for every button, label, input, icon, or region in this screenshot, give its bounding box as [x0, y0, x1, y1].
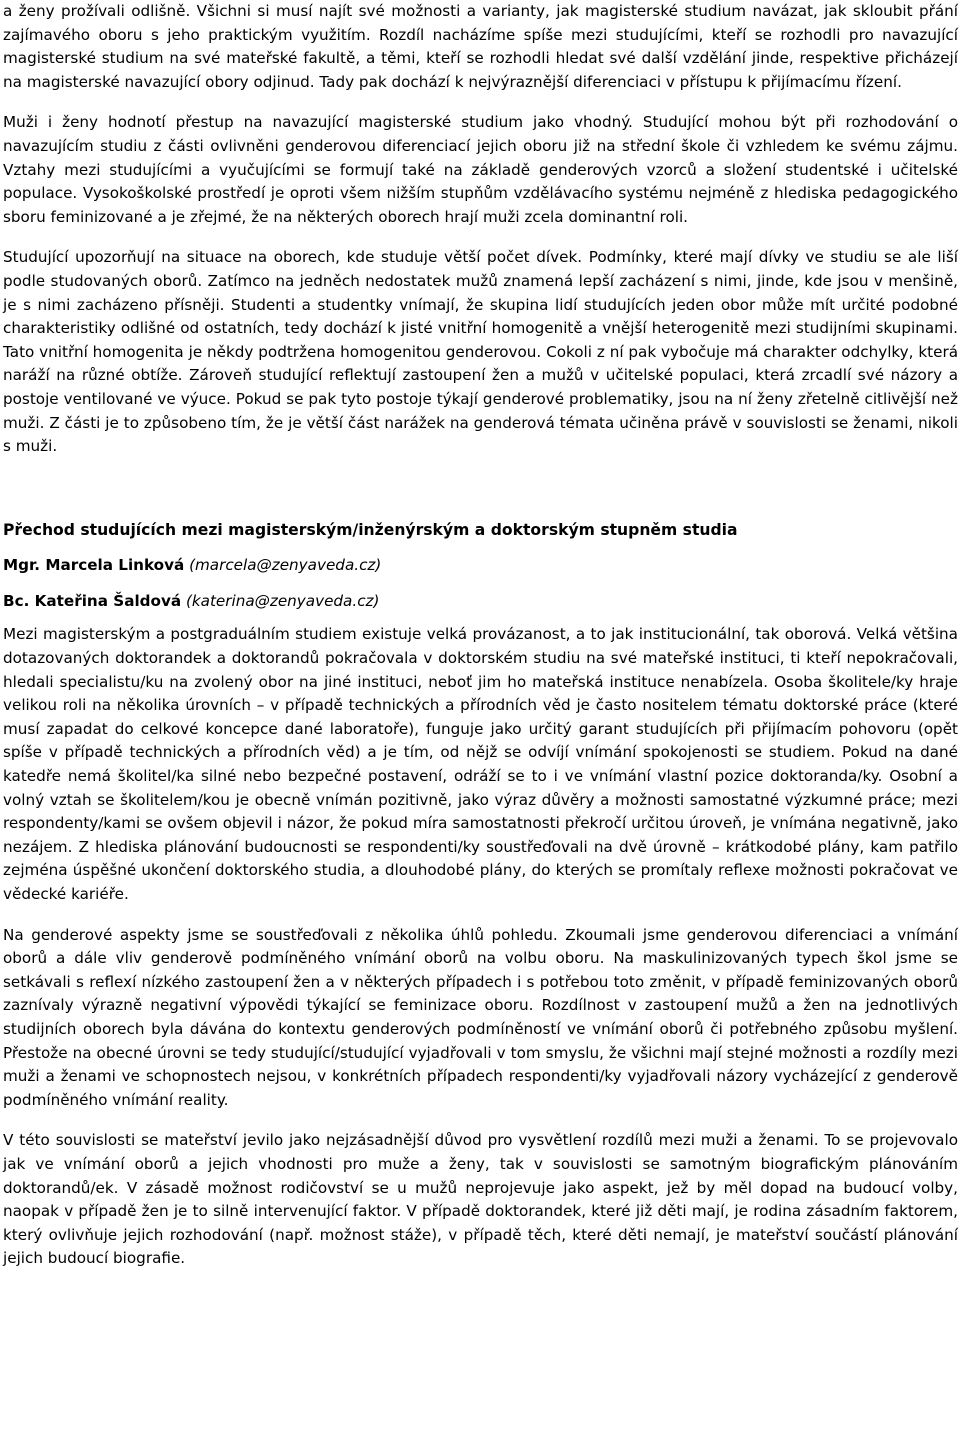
- document-page: [3, 0, 958, 1271]
- author-line: [3, 590, 958, 614]
- author-line: [3, 554, 958, 578]
- paragraph-transfer-evaluation: Muži i ženy hodnotí přestup na navazující magisterské studium jako vhodný. Studující mohou být při rozhodování o navazujícím studiu z části ovlivněni genderovou diferenciací jejich oboru již na střední škole či vzhledem ke svému zájmu. Vztahy mezi studujícími a vyučujícími se formují také na základě genderových vzorců a složení studentské i učitelské populace. Vysokoškolské prostředí je oproti všem nižším stupňům vzdělávacího systému nejméně z hlediska pedagogického sboru feminizované a je zřejmé, že na některých oborech hrají muži zcela dominantní roli.: [3, 113, 958, 226]
- author-name: Bc. Kateřina Šaldová: [3, 591, 182, 610]
- author-name: Mgr. Marcela Linková: [3, 556, 185, 575]
- paragraph-gender-aspects: Na genderové aspekty jsme se soustřeďovali z několika úhlů pohledu. Zkoumali jsme genderovou diferenciaci a vnímání oborů a dále vliv genderově podmíněného vnímání oborů na volbu oboru. Na maskulinizovaných typech škol jsme se setkávali s reflexí nízkého zastoupení žen a v některých případech i s potřebou toto změnit, v případě feminizovaných oborů zaznívaly výrazně negativní výpovědi týkající se feminizace oboru. Rozdílnost v zastoupení mužů a žen na jednotlivých studijních oborech byla dávána do kontextu genderových podmíněností ve vnímání oborů či potřebného způsobu myšlení. Přestože na obecné úrovni se tedy studující/studující vyjadřovali v tom smyslu, že všichni mají stejné možnosti a rozdíly mezi muži a ženami ve schopnostech nejsou, v konkrétních případech respondenti/ky vyjadřovali názory vycházející z genderově podmíněného vnímání reality.: [3, 925, 958, 1109]
- section-heading: Přechod studujících mezi magisterským/inženýrským a doktorským stupněm studia: [3, 520, 738, 539]
- paragraph-motherhood: V této souvislosti se mateřství jevilo jako nejzásadnější důvod pro vysvětlení rozdílů mezi muži a ženami. To se projevovalo jak ve vnímání oborů a jejich vhodnosti pro muže a ženy, tak v souvislosti se samotným biografickým plánováním doktorandů/ek. V zásadě možnost rodičovství se u mužů neprojevuje jako aspekt, jež by měl dopad na budoucí volby, naopak v případě žen je to silně intervenující faktor. V případě doktorandek, které již děti mají, je rodina zásadním faktorem, který ovlivňuje jejich rozhodování (např. možnost stáže), v případě těch, které děti nemají, je mateřství součástí plánování jejich budoucí biografie.: [3, 1131, 958, 1268]
- paragraph-student-observations: Studující upozorňují na situace na oborech, kde studuje větší počet dívek. Podmínky, které mají dívky ve studiu se ale liší podle studovaných oborů. Zatímco na jedněch nedostatek mužů znamená lepší zacházení s nimi, jinde, kde jsou v menšině, je s nimi zacházeno přísněji. Studenti a studentky vnímají, že skupina lidí studujících jeden obor může mít určité podobné charakteristiky odlišné od ostatních, tedy dochází k jisté vnitřní homogenitě a vnější heterogenitě mezi studijními skupinami. Tato vnitřní homogenita je někdy podtržena homogenitou genderovou. Cokoli z ní pak vybočuje má charakter odchylky, která naráží na různé obtíže. Zároveň studující reflektují zastoupení žen a mužů v učitelské populaci, která zrcadlí své názory a postoje ventilované ve výuce. Pokud se pak tyto postoje týkají genderové problematiky, jsou na ní ženy zřetelně citlivější než muži. Z části je to způsobeno tím, že je větší část narážek na genderová témata učiněna právě v souvislosti se ženami, nikoli s muži.: [3, 248, 958, 456]
- author-email: (katerina@zenyaveda.cz): [185, 591, 380, 610]
- paragraph-section-intro: Mezi magisterským a postgraduálním studiem existuje velká provázanost, a to jak institucionální, tak oborová. Velká většina dotazovaných doktorandek a doktorandů pokračovala v doktorském studiu na své mateřské instituci, ti kteří nepokračovali, hledali specialistu/ku na zvolený obor na jiné instituci, neboť jim ho mateřská instituce nenabízela. Osoba školitele/ky hraje velikou roli na několika úrovních – v případě technických a přírodních věd je často nositelem tématu doktorské práce (které musí zapadat do celkové koncepce dané laboratoře), funguje jako určitý garant studujících při přijímacím pohovoru (opět spíše v případě technických a přírodních věd) a je tím, od nějž se odvíjí vnímání spokojenosti se studiem. Pokud na dané katedře nemá školitel/ka silné nebo bezpečné postavení, odráží se to i ve vnímání vlastní pozice doktoranda/ky. Osobní a volný vztah se školitelem/kou je obecně vnímán pozitivně, jako výraz důvěry a možnosti samostatné výzkumné práce; mezi respondenty/kami se ovšem objevil i názor, že pokud míra samostatnosti překročí určitou úroveň, je vnímána negativně, jako nezájem. Z hlediska plánování budoucnosti se respondenti/ky soustřeďovali na dvě úrovně – krátkodobé plány, kam patřilo zejména úspěšné ukončení doktorského studia, a dlouhodobé plány, do kterých se promítaly reflexe možnosti pokračovat ve vědecké kariéře.: [3, 625, 958, 903]
- author-email: (marcela@zenyaveda.cz): [189, 556, 382, 575]
- paragraph-intro: a ženy prožívali odlišně. Všichni si musí najít své možnosti a varianty, jak magisterské studium navázat, jak skloubit přání zajímavého oboru s jeho praktickým využitím. Rozdíl nacházíme spíše mezi studujícími, kteří se rozhodli pro navazující magisterské studium na své mateřské fakultě, a těmi, kteří se rozhodli hledat své další vzdělání jinde, respektive přicházejí na magisterské navazující obory odjinud. Tady pak dochází k nejvýraznější diferenciaci v přístupu k přijímacímu řízení.: [3, 2, 958, 91]
